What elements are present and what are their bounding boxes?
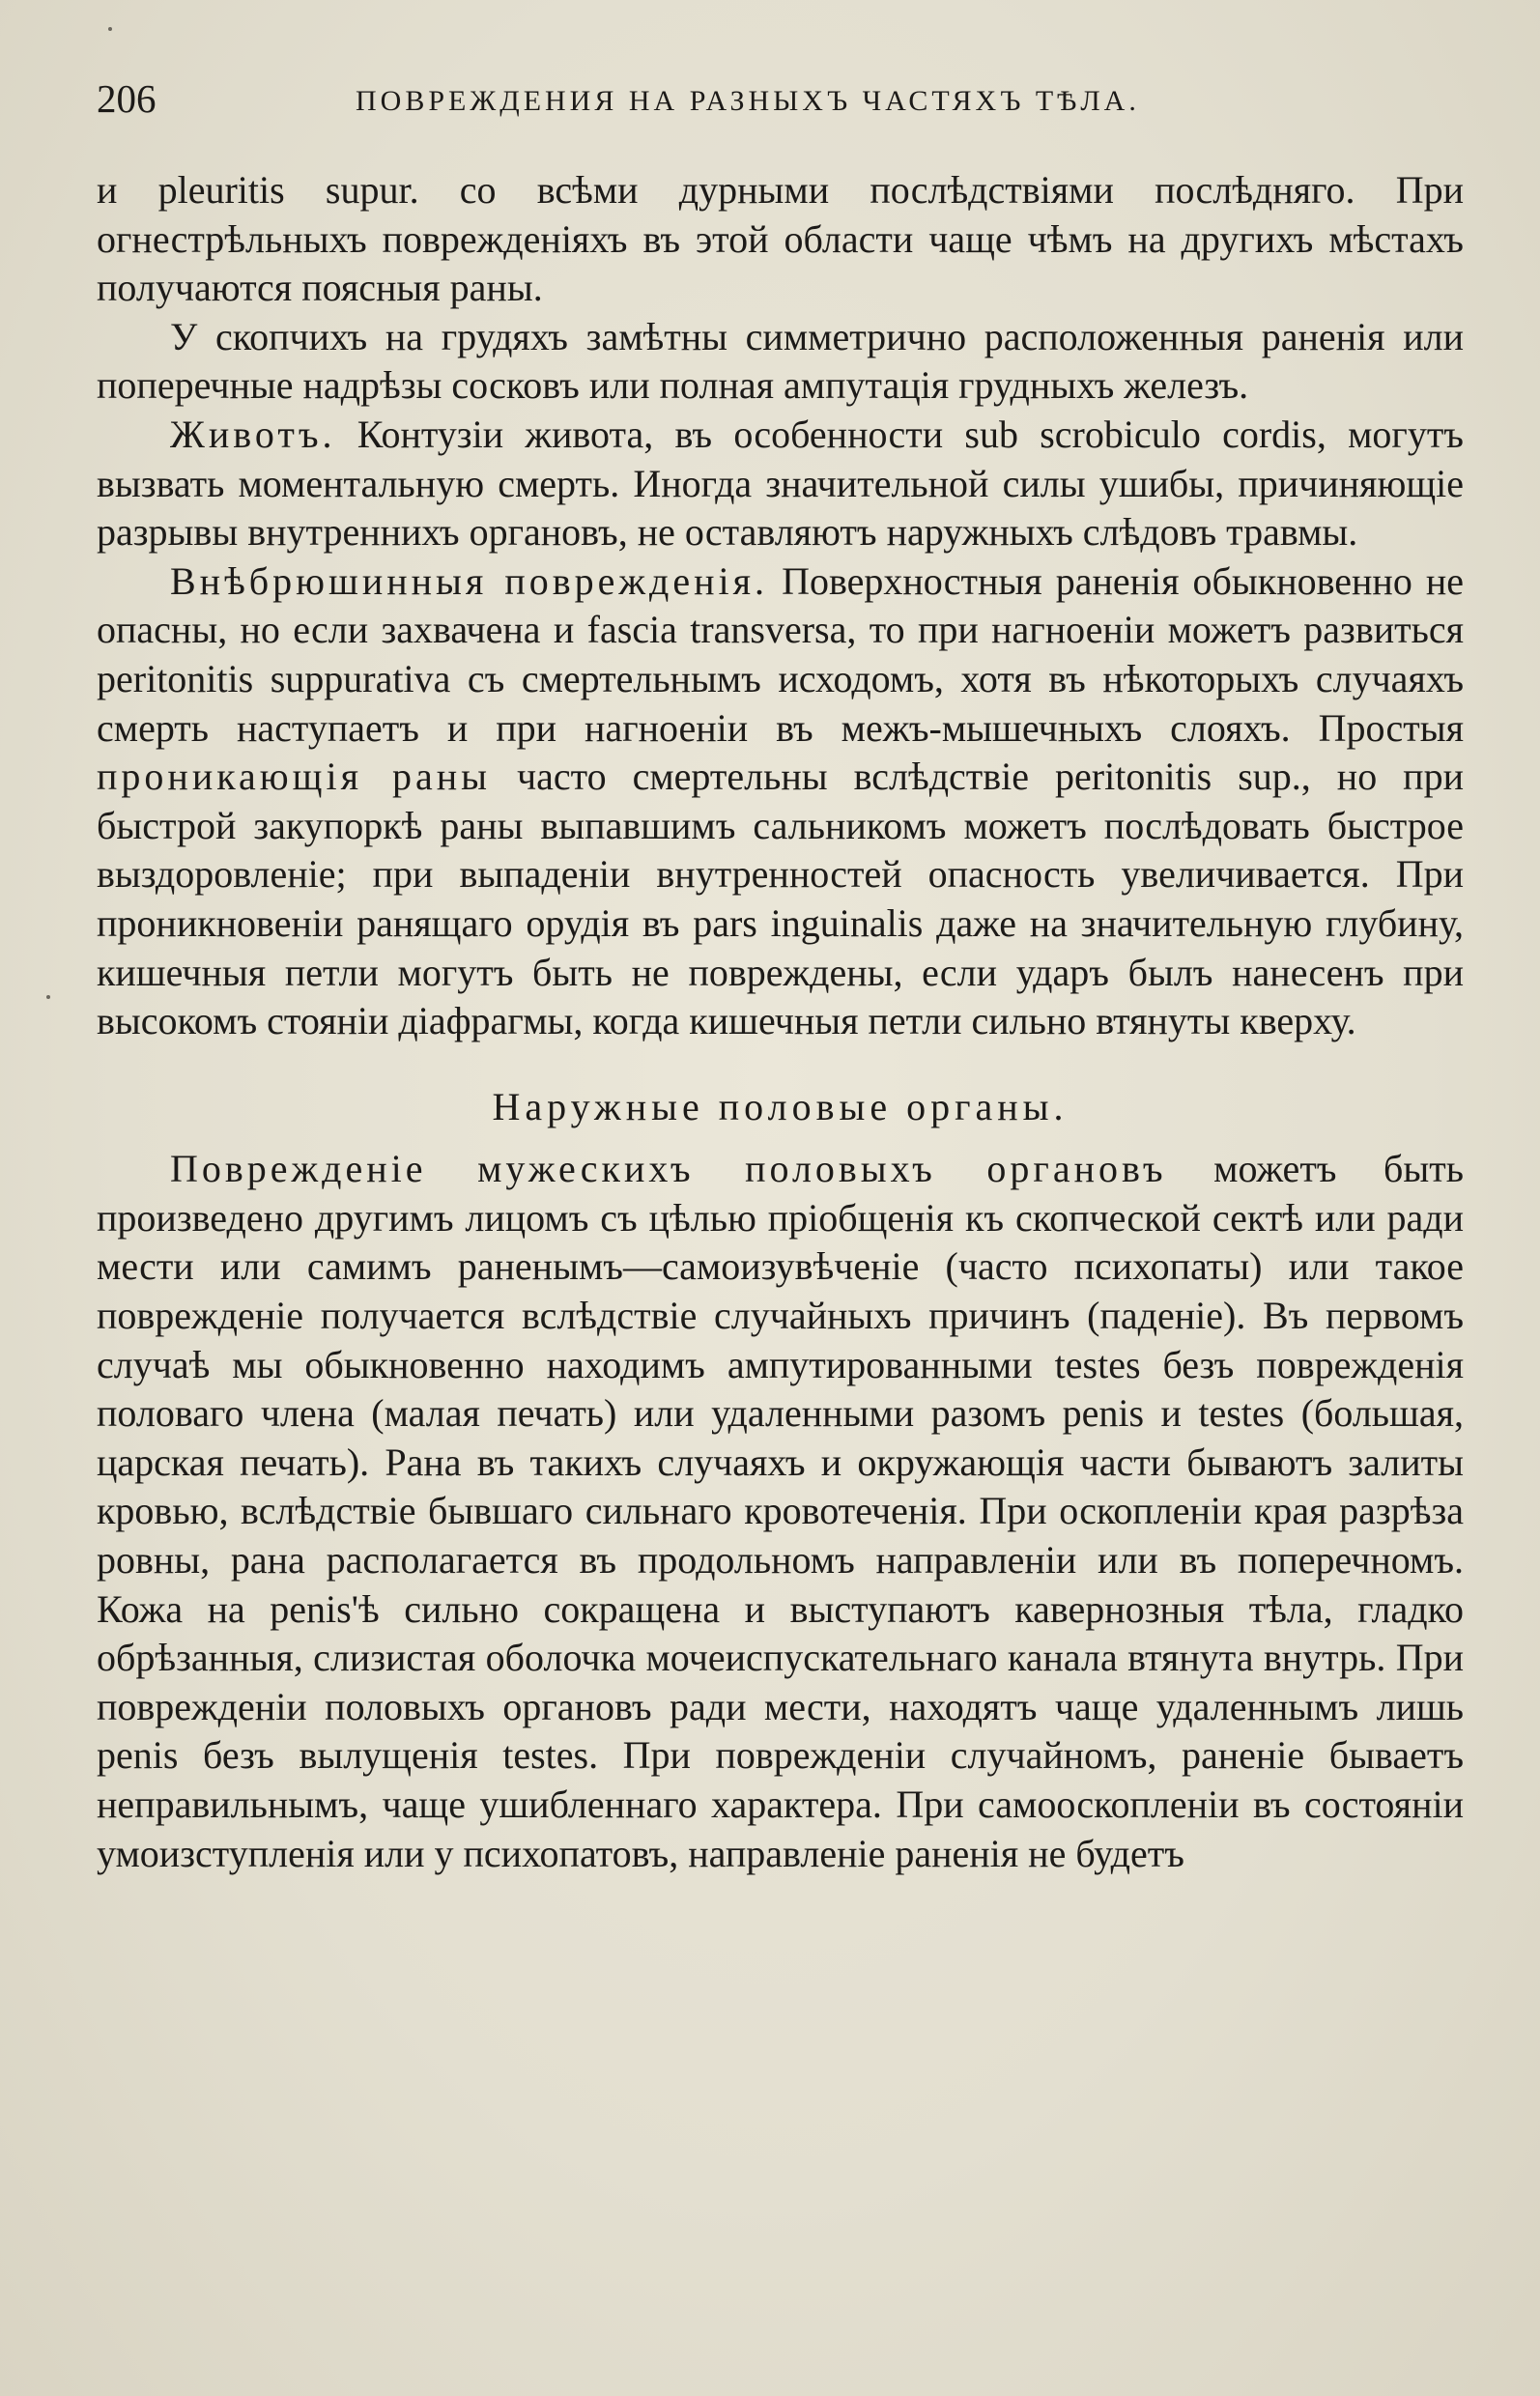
paragraph-continuation (97, 166, 1464, 313)
paragraph-genital-injuries (97, 1145, 1464, 1878)
paragraph-lead-word: Внѣбрюшинныя поврежденiя. (170, 558, 769, 603)
paragraph-lead-word: Животъ. (170, 412, 336, 456)
paragraph-text: можетъ быть произведено другимъ лицомъ съ цѣлью прiобщенiя къ скопческой сектѣ или ради мести или самимъ раненымъ—самоизувѣченiе (часто психопаты) или такое поврежденiе получается вслѣдствiе случайныхъ причинъ (паденiе). Въ первомъ случаѣ мы обыкновенно находимъ ампутированными testes безъ поврежденiя половаго члена (малая печать) или удаленными разомъ penis и testes (большая, царская печать). Рана въ такихъ случаяхъ и окружающiя части бываютъ залиты кровью, вслѣдствiе бывшаго сильнаго кровотеченiя. При оскопленiи края разрѣза ровны, рана располагается въ продольномъ направленiи или въ поперечномъ. Кожа на penis'ѣ сильно сокращена и выступаютъ кавернозныя тѣла, гладко обрѣзанныя, слизистая оболочка мочеиспускательнаго канала втянута внутрь. При поврежденiи половыхъ органовъ ради мести, находятъ чаще удаленнымъ лишь penis безъ вылущенiя testes. При поврежденiи случайномъ, раненiе бываетъ неправильнымъ, чаще ушибленнаго характера. При самооскопленiи въ состоянiи умоизступленiя или у психопатовъ, направленiе раненiя не будетъ (97, 1147, 1464, 1875)
paragraph-text: У скопчихъ на грудяхъ замѣтны симметрично расположенныя раненiя или поперечные надрѣзы сосковъ или полная ампутацiя грудныхъ железъ. (97, 314, 1464, 408)
section-heading: Наружные половые органы. (492, 1084, 1069, 1128)
running-head: ПОВРЕЖДЕНИЯ НА РАЗНЫХЪ ЧАСТЯХЪ ТѢЛА. (356, 85, 1140, 117)
paragraph-abdomen (97, 411, 1464, 557)
paper-speck (108, 27, 112, 31)
paragraph-text: и pleuritis supur. со всѣми дурными послѣдствiями послѣдняго. При огнестрѣльныхъ поврежденiяхъ въ этой области чаще чѣмъ на другихъ мѣстахъ получаются поясныя раны. (97, 168, 1464, 310)
paragraph-text: часто смертельны вслѣдствiе peritonitis sup., но при быстрой закупоркѣ раны выпавшимъ сальникомъ можетъ послѣдовать быстрое выздоровленiе; при выпаденiи внутренностей опасность увеличивается. При проникновенiи ранящаго орудiя въ pars inguinalis даже на значительную глубину, кишечныя петли могутъ быть не повреждены, если ударъ былъ нанесенъ при высокомъ стоянiи дiафрагмы, когда кишечныя петли сильно втянуты кверху. (97, 755, 1464, 1043)
page-header (97, 75, 1464, 129)
body-text (97, 166, 1464, 1878)
paragraph-extraperitoneal-injuries (97, 557, 1464, 1046)
paragraph-text: Контузiи живота, въ особенности sub scrobiculo cordis, могутъ вызвать моментальную смерть. Иногда значительной силы ушибы, причиняющiе разрывы внутреннихъ органовъ, не оставляютъ наружныхъ слѣдовъ травмы. (97, 412, 1464, 555)
page-number: 206 (97, 76, 157, 121)
paper-speck (46, 995, 50, 999)
paragraph-skoptsy-breasts (97, 313, 1464, 411)
paragraph-text: Поверхностныя раненiя обыкновенно не опасны, но если захвачена и fascia transversa, то при нагноенiи можетъ развиться peritonitis suppurativa съ смертельнымъ исходомъ, хотя въ нѣкоторыхъ случаяхъ смерть наступаетъ и при нагноенiи въ межъ-мышечныхъ слояхъ. Простыя (97, 558, 1465, 750)
spaced-term: Поврежденiе мужескихъ половыхъ органовъ (170, 1147, 1167, 1191)
spaced-term: проникающiя раны (97, 755, 492, 799)
